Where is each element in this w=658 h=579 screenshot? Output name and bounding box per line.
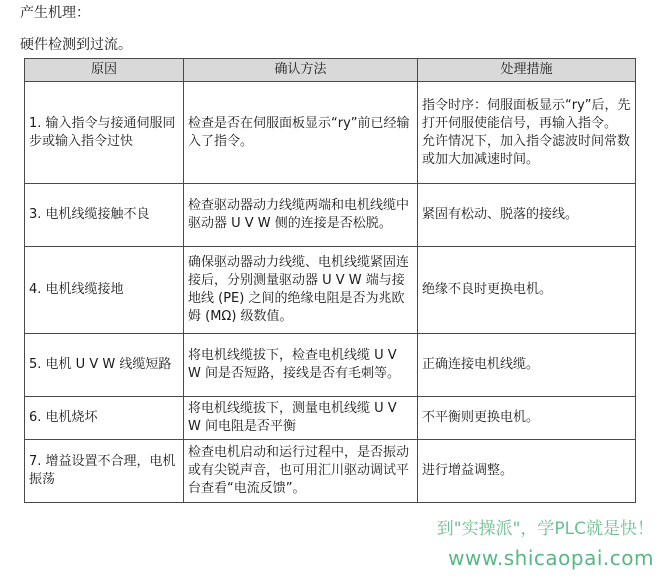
action-cell: 紧固有松动、脱落的接线。 bbox=[418, 184, 636, 247]
header-cause: 原因 bbox=[25, 59, 184, 82]
check-cell: 检查电机启动和运行过程中，是否振动或有尖锐声音，也可用汇川驱动调试平台查看“电流反馈”。 bbox=[184, 440, 418, 503]
check-cell: 检查是否在伺服面板显示“ry”前已经输入了指令。 bbox=[184, 82, 418, 184]
cause-cell: 7. 增益设置不合理，电机振荡 bbox=[25, 440, 184, 503]
cause-cell: 4. 电机线缆接地 bbox=[25, 247, 184, 334]
header-action: 处理措施 bbox=[418, 59, 636, 82]
table-row bbox=[25, 247, 636, 334]
check-cell: 确保驱动器动力线缆、电机线缆紧固连接后，分别测量驱动器 U V W 端与接地线 (PE) 之间的绝缘电阻是否为兆欧姆 (MΩ) 级数值。 bbox=[184, 247, 418, 334]
watermark-site: www.shicaopai.com bbox=[448, 546, 654, 570]
action-cell: 正确连接电机线缆。 bbox=[418, 334, 636, 397]
action-cell: 进行增益调整。 bbox=[418, 440, 636, 503]
header-check: 确认方法 bbox=[184, 59, 418, 82]
check-cell: 检查驱动器动力线缆两端和电机线缆中驱动器 U V W 侧的连接是否松脱。 bbox=[184, 184, 418, 247]
cause-cell: 3. 电机线缆接触不良 bbox=[25, 184, 184, 247]
check-cell: 将电机线缆拔下，检查电机线缆 U V W 间是否短路，接线是否有毛刺等。 bbox=[184, 334, 418, 397]
action-text: 允许情况下，加入指令滤波时间常数或加大加减速时间。 bbox=[422, 133, 631, 167]
page-heading: 产生机理： bbox=[20, 5, 90, 21]
watermark-slogan: 到"实操派"，学PLC就是快！ bbox=[436, 519, 654, 539]
action-cell bbox=[418, 82, 636, 184]
page-subheading: 硬件检测到过流。 bbox=[20, 37, 132, 53]
table-row bbox=[25, 397, 636, 440]
table-row bbox=[25, 184, 636, 247]
action-cell: 不平衡则更换电机。 bbox=[418, 397, 636, 440]
fault-table bbox=[24, 58, 636, 503]
action-text: 指令时序：伺服面板显示“ry”后，先打开伺服使能信号，再输入指令。 bbox=[422, 97, 631, 131]
cause-cell: 5. 电机 U V W 线缆短路 bbox=[25, 334, 184, 397]
table-row bbox=[25, 440, 636, 503]
check-cell: 将电机线缆拔下，测量电机线缆 U V W 间电阻是否平衡 bbox=[184, 397, 418, 440]
table-header-row bbox=[25, 59, 636, 82]
cause-cell: 6. 电机烧坏 bbox=[25, 397, 184, 440]
table-row bbox=[25, 82, 636, 184]
action-cell: 绝缘不良时更换电机。 bbox=[418, 247, 636, 334]
cause-cell: 1. 输入指令与接通伺服同步或输入指令过快 bbox=[25, 82, 184, 184]
table-row bbox=[25, 334, 636, 397]
